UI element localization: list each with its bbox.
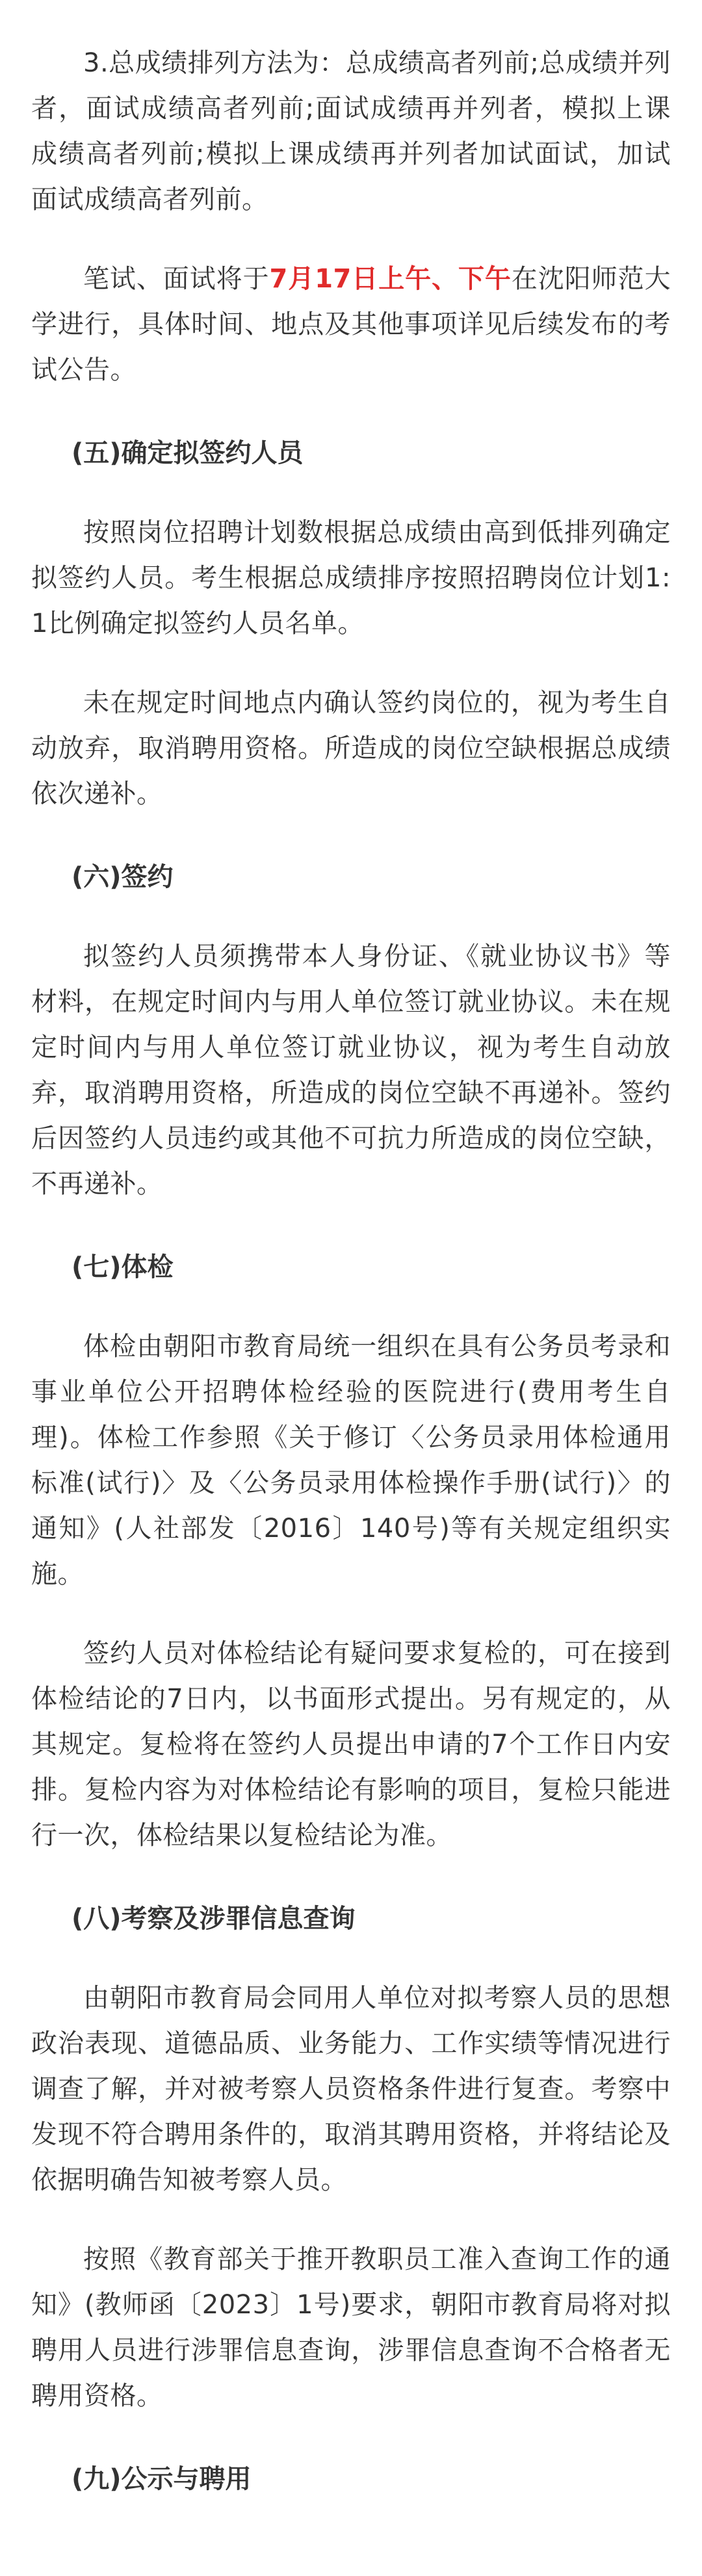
paragraph-signing-ranking: 按照岗位招聘计划数根据总成绩由高到低排列确定拟签约人员。考生根据总成绩排序按照招聘岗位计划1:1比例确定拟签约人员名单。 xyxy=(31,518,671,638)
section-heading-signing: (六)签约 xyxy=(72,862,174,892)
section-heading-confirm-signing: (五)确定拟签约人员 xyxy=(72,438,304,468)
section-heading-publicity-hiring: (九)公示与聘用 xyxy=(72,2464,252,2494)
exam-schedule-text-after: 在沈阳师范大学进行，具体时间、地点及其他事项详见后续发布的考试公告。 xyxy=(31,264,671,385)
paragraph-medical-exam: 体检由朝阳市教育局统一组织在具有公务员考录和事业单位公开招聘体检经验的医院进行(费用考生自理)。体检工作参照《关于修订〈公务员录用体检通用标准(试行)〉及〈公务员录用体检操作手册(试行)〉的通知》(人社部发〔2016〕140号)等有关规定组织实施。 xyxy=(31,1332,671,1589)
exam-schedule-text-before: 笔试、面试将于 xyxy=(83,264,270,294)
paragraph-ranking-method: 3.总成绩排列方法为：总成绩高者列前;总成绩并列者，面试成绩高者列前;面试成绩再并列者，模拟上课成绩高者列前;模拟上课成绩再并列者加试面试，加试面试成绩高者列前。 xyxy=(31,48,671,215)
paragraph-inspection: 由朝阳市教育局会同用人单位对拟考察人员的思想政治表现、道德品质、业务能力、工作实绩等情况进行调查了解，并对被考察人员资格条件进行复查。考察中发现不符合聘用条件的，取消其聘用资格，并将结论及依据明确告知被考察人员。 xyxy=(31,1983,671,2195)
paragraph-criminal-check: 按照《教育部关于推开教职员工准入查询工作的通知》(教师函〔2023〕1号)要求，朝阳市教育局将对拟聘用人员进行涉罪信息查询，涉罪信息查询不合格者无聘用资格。 xyxy=(31,2244,671,2411)
section-heading-medical-exam: (七)体检 xyxy=(72,1252,174,1282)
exam-date-highlight: 7月17日上午、下午 xyxy=(269,264,512,294)
paragraph-signing-forfeit: 未在规定时间地点内确认签约岗位的，视为考生自动放弃，取消聘用资格。所造成的岗位空缺根据总成绩依次递补。 xyxy=(31,688,671,809)
paragraph-exam-schedule xyxy=(31,256,671,393)
section-heading-inspection: (八)考察及涉罪信息查询 xyxy=(72,1904,356,1934)
paragraph-medical-recheck: 签约人员对体检结论有疑问要求复检的，可在接到体检结论的7日内，以书面形式提出。另有规定的，从其规定。复检将在签约人员提出申请的7个工作日内安排。复检内容为对体检结论有影响的项目，复检只能进行一次，体检结果以复检结论为准。 xyxy=(31,1638,671,1850)
paragraph-signing-rules: 拟签约人员须携带本人身份证、《就业协议书》等材料，在规定时间内与用人单位签订就业协议。未在规定时间内与用人单位签订就业协议，视为考生自动放弃，取消聘用资格，所造成的岗位空缺不再递补。签约后因签约人员违约或其他不可抗力所造成的岗位空缺，不再递补。 xyxy=(31,941,671,1199)
